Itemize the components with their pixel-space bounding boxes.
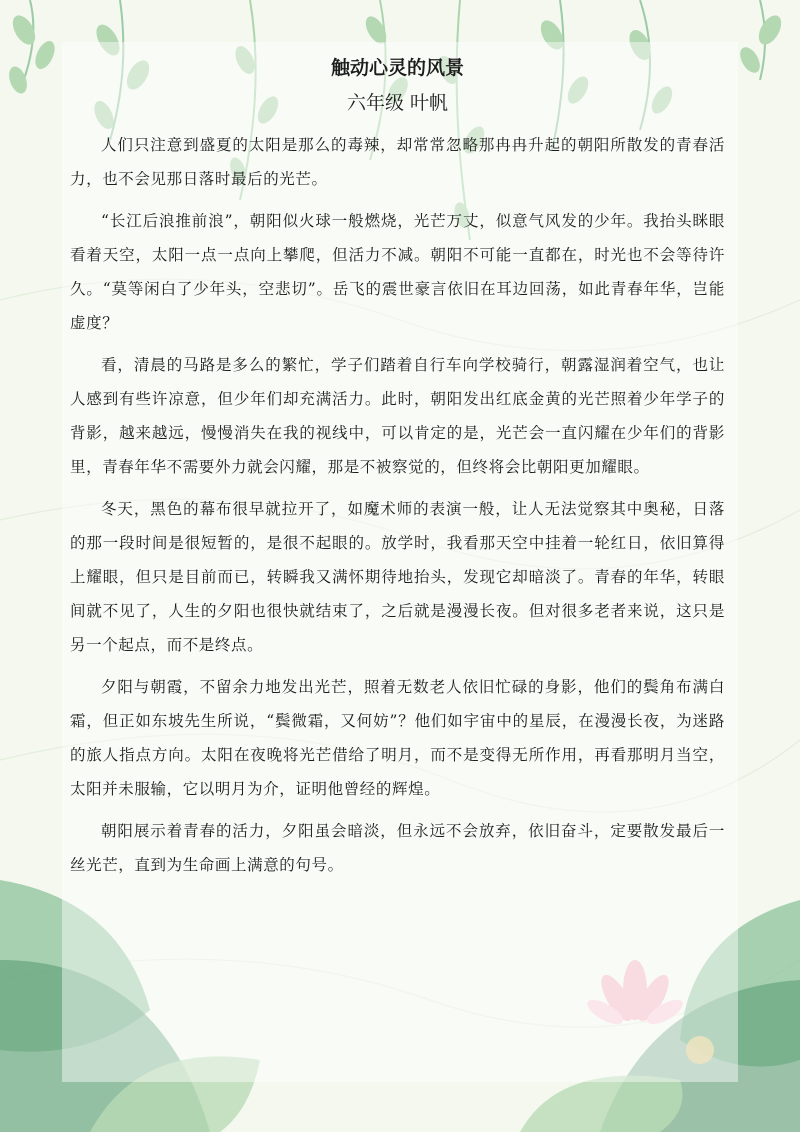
paragraph: 人们只注意到盛夏的太阳是那么的毒辣，却常常忽略那冉冉升起的朝阳所散发的青春活力，也不会见那日落时最后的光芒。 (70, 136, 725, 188)
paragraph: 看，清晨的马路是多么的繁忙，学子们踏着自行车向学校骑行，朝露湿润着空气，也让人感到有些许凉意，但少年们却充满活力。此时，朝阳发出红底金黄的光芒照着少年学子的背影，越来越远，慢慢消失在我的视线中，可以肯定的是，光芒会一直闪耀在少年们的背影里，青春年华不需要外力就会闪耀，那是不被察觉的，但终将会比朝阳更加耀眼。 (70, 356, 725, 476)
paragraph: 夕阳与朝霞，不留余力地发出光芒，照着无数老人依旧忙碌的身影，他们的鬓角布满白霜，但正如东坡先生所说，“鬓微霜，又何妨”？他们如宇宙中的星辰，在漫漫长夜，为迷路的旅人指点方向。太阳在夜晚将光芒借给了明月，而不是变得无所作用，再看那明月当空，太阳并未服输，它以明月为介，证明他曾经的辉煌。 (70, 678, 725, 798)
paragraph: 冬天，黑色的幕布很早就拉开了，如魔术师的表演一般，让人无法觉察其中奥秘，日落的那一段时间是很短暂的，是很不起眼的。放学时，我看那天空中挂着一轮红日，依旧算得上耀眼，但只是目前而已，转瞬我又满怀期待地抬头，发现它却暗淡了。青春的年华，转眼间就不见了，人生的夕阳也很快就结束了，之后就是漫漫长夜。但对很多老者来说，这只是另一个起点，而不是终点。 (70, 500, 725, 654)
author-line: 六年级 叶帆 (346, 92, 449, 114)
paragraph: “长江后浪推前浪”，朝阳似火球一般燃烧，光芒万丈，似意气风发的少年。我抬头眯眼看着天空，太阳一点一点向上攀爬，但活力不减。朝阳不可能一直都在，时光也不会等待许久。“莫等闲白了少年头，空悲切”。岳飞的震世豪言依旧在耳边回荡，如此青春年华，岂能虚度？ (70, 212, 725, 332)
essay-content (70, 54, 725, 890)
essay-title: 触动心灵的风景 (330, 57, 464, 79)
paragraph: 朝阳展示着青春的活力，夕阳虽会暗淡，但永远不会放弃，依旧奋斗，定要散发最后一丝光芒，直到为生命画上满意的句号。 (70, 822, 725, 874)
